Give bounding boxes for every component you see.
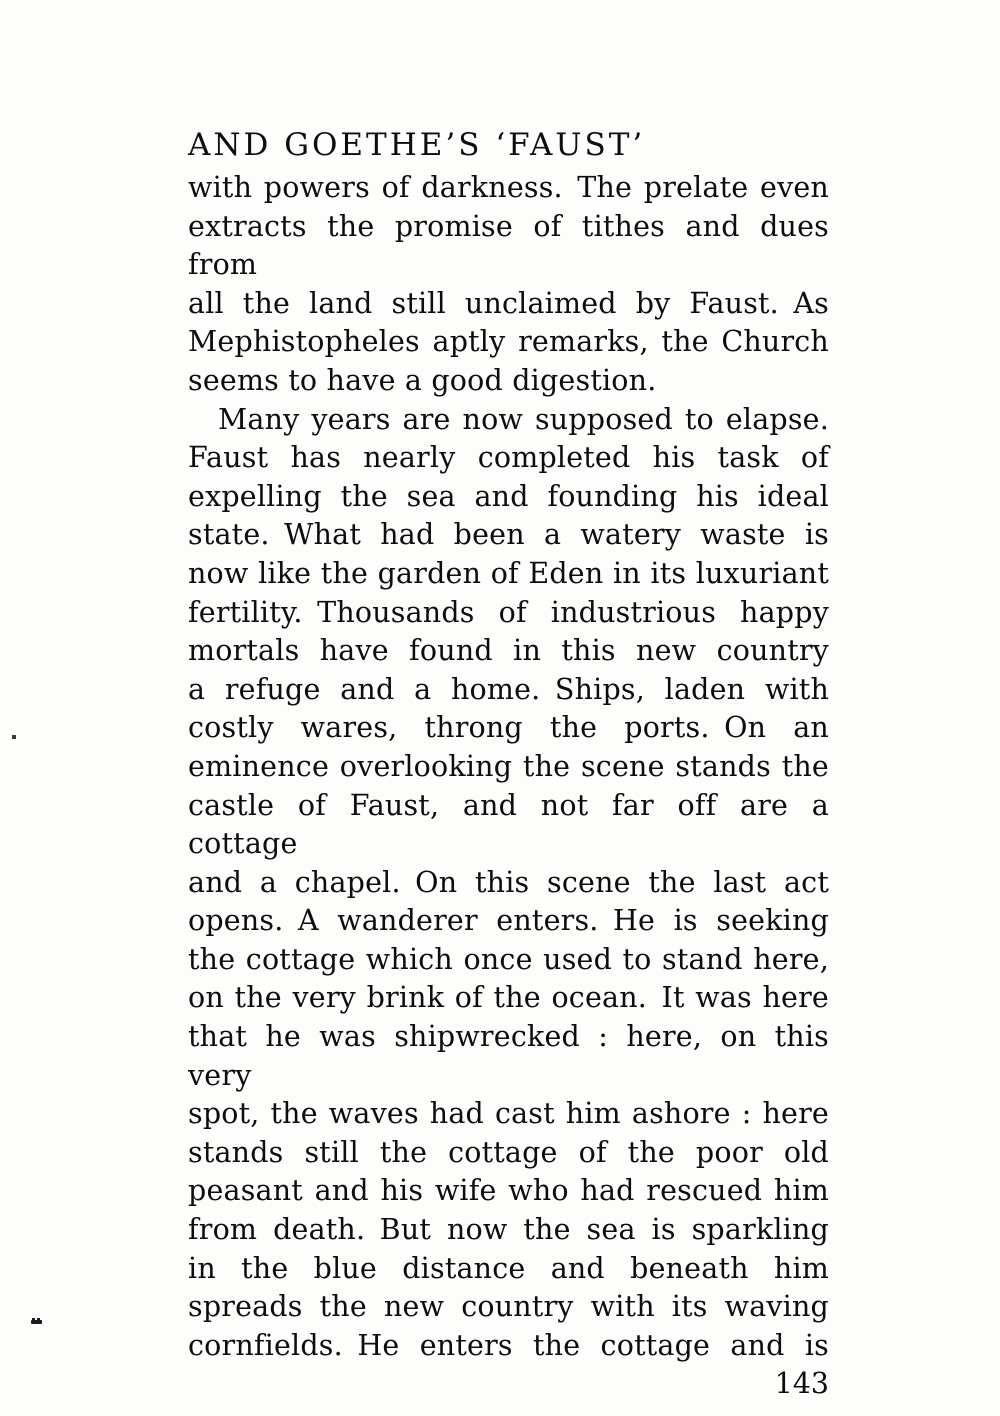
text-line: fertility. Thousands of industrious happy [188, 595, 829, 629]
text-line: spreads the new country with its waving [188, 1290, 829, 1324]
text-line: mortals have found in this new country [188, 634, 829, 668]
text-line: costly wares, throng the ports. On an [188, 711, 829, 745]
text-line: that he was shipwrecked : here, on this very [188, 1020, 829, 1092]
text-line: state. What had been a watery waste is [188, 518, 829, 552]
text-line: peasant and his wife who had rescued him [188, 1174, 829, 1208]
text-line: all the land still unclaimed by Faust. As [188, 286, 829, 320]
text-line: extracts the promise of tithes and dues from [188, 209, 829, 282]
scan-artifact-dash [31, 1320, 42, 1324]
text-line: in the blue distance and beneath him [188, 1251, 829, 1285]
text-line: a refuge and a home. Ships, laden with [188, 672, 829, 706]
text-block [188, 126, 829, 1404]
running-head: AND GOETHE’S ‘FAUST’ [188, 127, 646, 163]
page-number: 143 [774, 1367, 829, 1401]
text-line: opens. A wanderer enters. He is seeking [188, 904, 829, 938]
text-line: Many years are now supposed to elapse. [218, 402, 829, 436]
text-line: with powers of darkness. The prelate even [188, 171, 829, 204]
text-line: from death. But now the sea is sparkling [188, 1213, 829, 1247]
text-line: Mephistopheles aptly remarks, the Church [188, 325, 829, 359]
text-line: seems to have a good digestion. [188, 363, 657, 397]
scan-artifact-dot [12, 735, 16, 739]
text-line: cornfields. He enters the cottage and is [188, 1328, 829, 1362]
text-line: on the very brink of the ocean. It was here [188, 981, 829, 1015]
paragraph-2 [188, 401, 829, 1366]
text-line: stands still the cottage of the poor old [188, 1135, 829, 1169]
paragraph-1 [188, 169, 829, 401]
text-line: the cottage which once used to stand here, [188, 942, 829, 976]
text-line: and a chapel. On this scene the last act [188, 865, 829, 899]
text-line: now like the garden of Eden in its luxuriant [188, 556, 829, 590]
text-line: expelling the sea and founding his ideal [188, 479, 829, 513]
text-line: castle of Faust, and not far off are a cottage [188, 788, 829, 861]
text-line: eminence overlooking the scene stands the [188, 749, 829, 783]
text-line: Faust has nearly completed his task of [188, 441, 829, 475]
text-line: spot, the waves had cast him ashore : here [188, 1097, 829, 1131]
